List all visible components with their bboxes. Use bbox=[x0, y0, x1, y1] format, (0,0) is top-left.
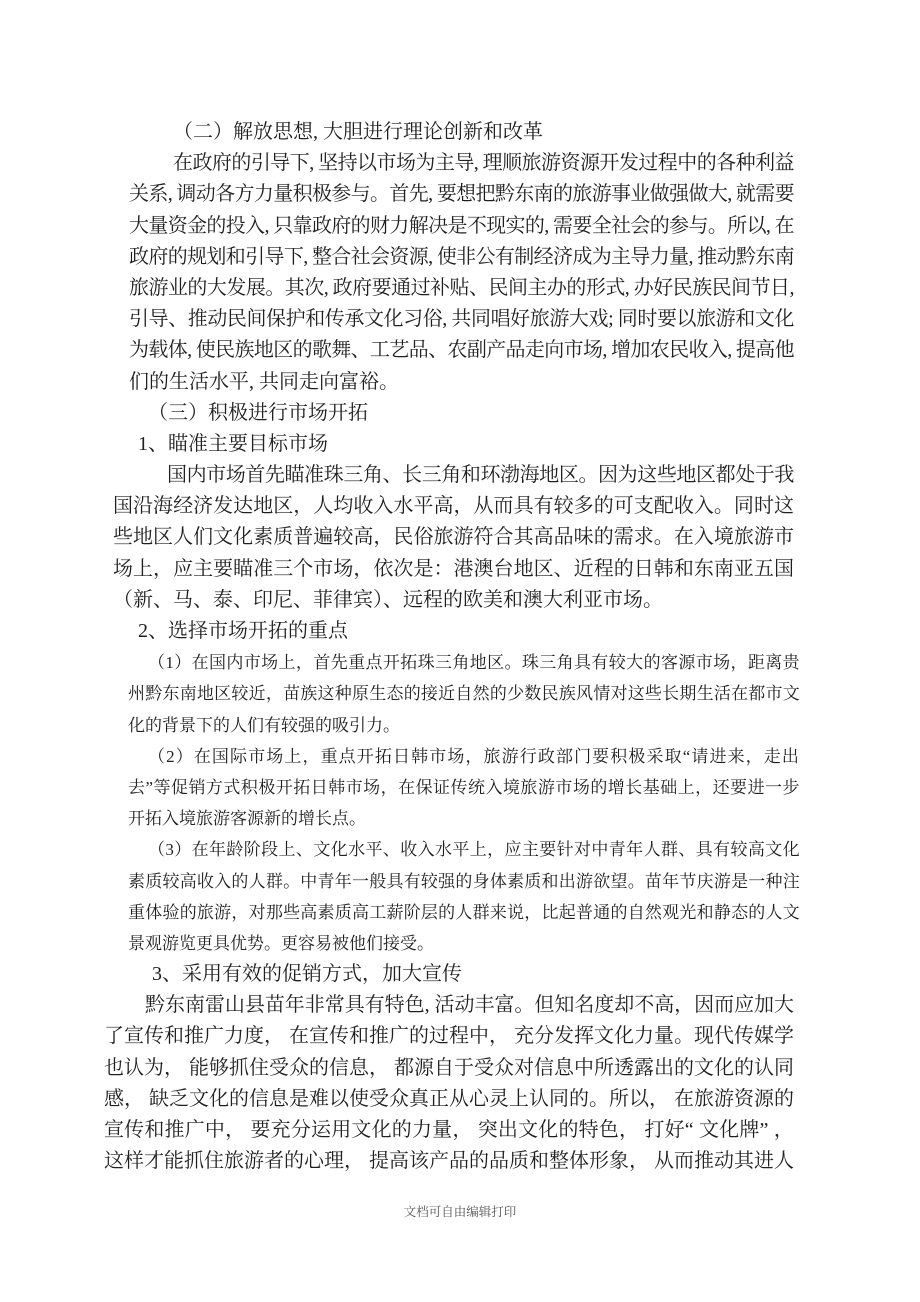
heading-section-2 bbox=[129, 117, 794, 148]
text-line: 重体验的旅游，对那些高素质高工薪阶层的人群来说，比起普通的自然观光和静态的人文 bbox=[128, 902, 800, 922]
para-domestic-priority bbox=[128, 647, 800, 741]
text-line: （二）解放思想, 大胆进行理论创新和改革 bbox=[173, 121, 543, 143]
para-promotion-culture bbox=[104, 990, 794, 1177]
text-line: 旅游业的大发展。其次, 政府要通过补贴、民间主办的形式, 办好民族民间节日, bbox=[129, 276, 794, 299]
text-line: 大量资金的投入, 只靠政府的财力解决是不现实的, 需要全社会的参与。所以, 在 bbox=[129, 214, 794, 237]
text-line: 黔东南雷山县苗年非常具有特色, 活动丰富。但知名度却不高，因而应加大 bbox=[145, 994, 794, 1017]
text-line: 国内市场首先瞄准珠三角、长三角和环渤海地区。因为这些地区都处于我 bbox=[167, 464, 794, 487]
para-demographics bbox=[128, 834, 800, 959]
text-line: 们的生活水平, 共同走向富裕。 bbox=[129, 370, 399, 393]
text-line: 也认为， 能够抓住受众的信息， 都源自于受众对信息中所透露出的文化的认同 bbox=[104, 1056, 794, 1079]
text-line: 为载体, 使民族地区的歌舞、工艺品、农副产品走向市场, 增加农民收入, 提高他 bbox=[129, 339, 794, 362]
text-line: （3）在年龄阶段上、文化水平、收入水平上，应主要针对中青年人群、具有较高文化 bbox=[148, 840, 800, 860]
text-line: 1、瞄准主要目标市场 bbox=[138, 432, 328, 455]
text-line: 在政府的引导下, 坚持以市场为主导, 理顺旅游资源开发过程中的各种利益 bbox=[173, 152, 794, 175]
text-line: 2、选择市场开拓的重点 bbox=[138, 620, 348, 642]
heading-section-3 bbox=[104, 398, 794, 429]
text-line: 了宣传和推广力度， 在宣传和推广的过程中， 充分发挥文化力量。现代传媒学 bbox=[104, 1025, 794, 1048]
text-line: （1）在国内市场上，首先重点开拓珠三角地区。珠三角具有较大的客源市场，距离贵 bbox=[148, 653, 800, 673]
text-line: 场上，应主要瞄准三个市场，依次是：港澳台地区、近程的日韩和东南亚五国 bbox=[113, 557, 794, 580]
text-line: 州黔东南地区较近，苗族这种原生态的接近自然的少数民族风情对这些长期生活在都市文 bbox=[128, 684, 800, 704]
text-line: 感， 缺乏文化的信息是难以使受众真正从心灵上认同的。所以， 在旅游资源的 bbox=[104, 1087, 794, 1110]
text-line: 素质较高收入的人群。中青年一般具有较强的身体素质和出游欲望。苗年节庆游是一种注 bbox=[128, 871, 800, 891]
footer-note: 文档可自由编辑打印 bbox=[403, 1205, 517, 1219]
text-line: （2）在国际市场上，重点开拓日韩市场，旅游行政部门要积极采取“请进来，走出 bbox=[148, 746, 800, 766]
text-line: 这样才能抓住旅游者的心理， 提高该产品的品质和整体形象， 从而推动其进人 bbox=[104, 1150, 794, 1173]
text-line: 些地区人们文化素质普遍较高，民俗旅游符合其高品味的需求。在入境旅游市 bbox=[113, 526, 794, 549]
text-line: 国沿海经济发达地区，人均收入水平高，从而具有较多的可支配收入。同时这 bbox=[113, 495, 794, 518]
text-line: 去”等促销方式积极开拓日韩市场，在保证传统入境旅游市场的增长基础上，还要进一步 bbox=[128, 777, 800, 797]
text-line: 3、采用有效的促销方式，加大宣传 bbox=[152, 963, 462, 986]
text-line: 开拓入境旅游客源新的增长点。 bbox=[128, 809, 366, 829]
text-line: 关系, 调动各方力量积极参与。首先, 要想把黔东南的旅游事业做强做大, 就需要 bbox=[129, 183, 794, 206]
text-line: （三）积极进行市场开拓 bbox=[148, 401, 368, 424]
text-line: 引导、推动民间保护和传承文化习俗, 共同唱好旅游大戏; 同时要以旅游和文化 bbox=[129, 308, 794, 331]
para-government-guidance bbox=[129, 148, 794, 398]
text-line: （新、马、泰、印尼、菲律宾）、远程的欧美和澳大利亚市场。 bbox=[113, 588, 663, 611]
text-line: 宣传和推广中， 要充分运用文化的力量， 突出文化的特色， 打好“ 文化牌” ， bbox=[104, 1119, 794, 1141]
heading-market-priorities bbox=[104, 616, 794, 647]
text-line: 化的背景下的人们有较强的吸引力。 bbox=[128, 715, 400, 735]
text-line: 景观游览更具优势。更容易被他们接受。 bbox=[128, 933, 434, 953]
para-international-priority bbox=[128, 741, 800, 835]
document-content bbox=[104, 117, 800, 1177]
heading-promotion bbox=[104, 959, 794, 990]
text-line: 政府的规划和引导下, 整合社会资源, 使非公有制经济成为主导力量, 推动黔东南 bbox=[129, 245, 794, 268]
para-domestic-markets bbox=[113, 460, 794, 616]
heading-target-markets bbox=[104, 429, 794, 460]
